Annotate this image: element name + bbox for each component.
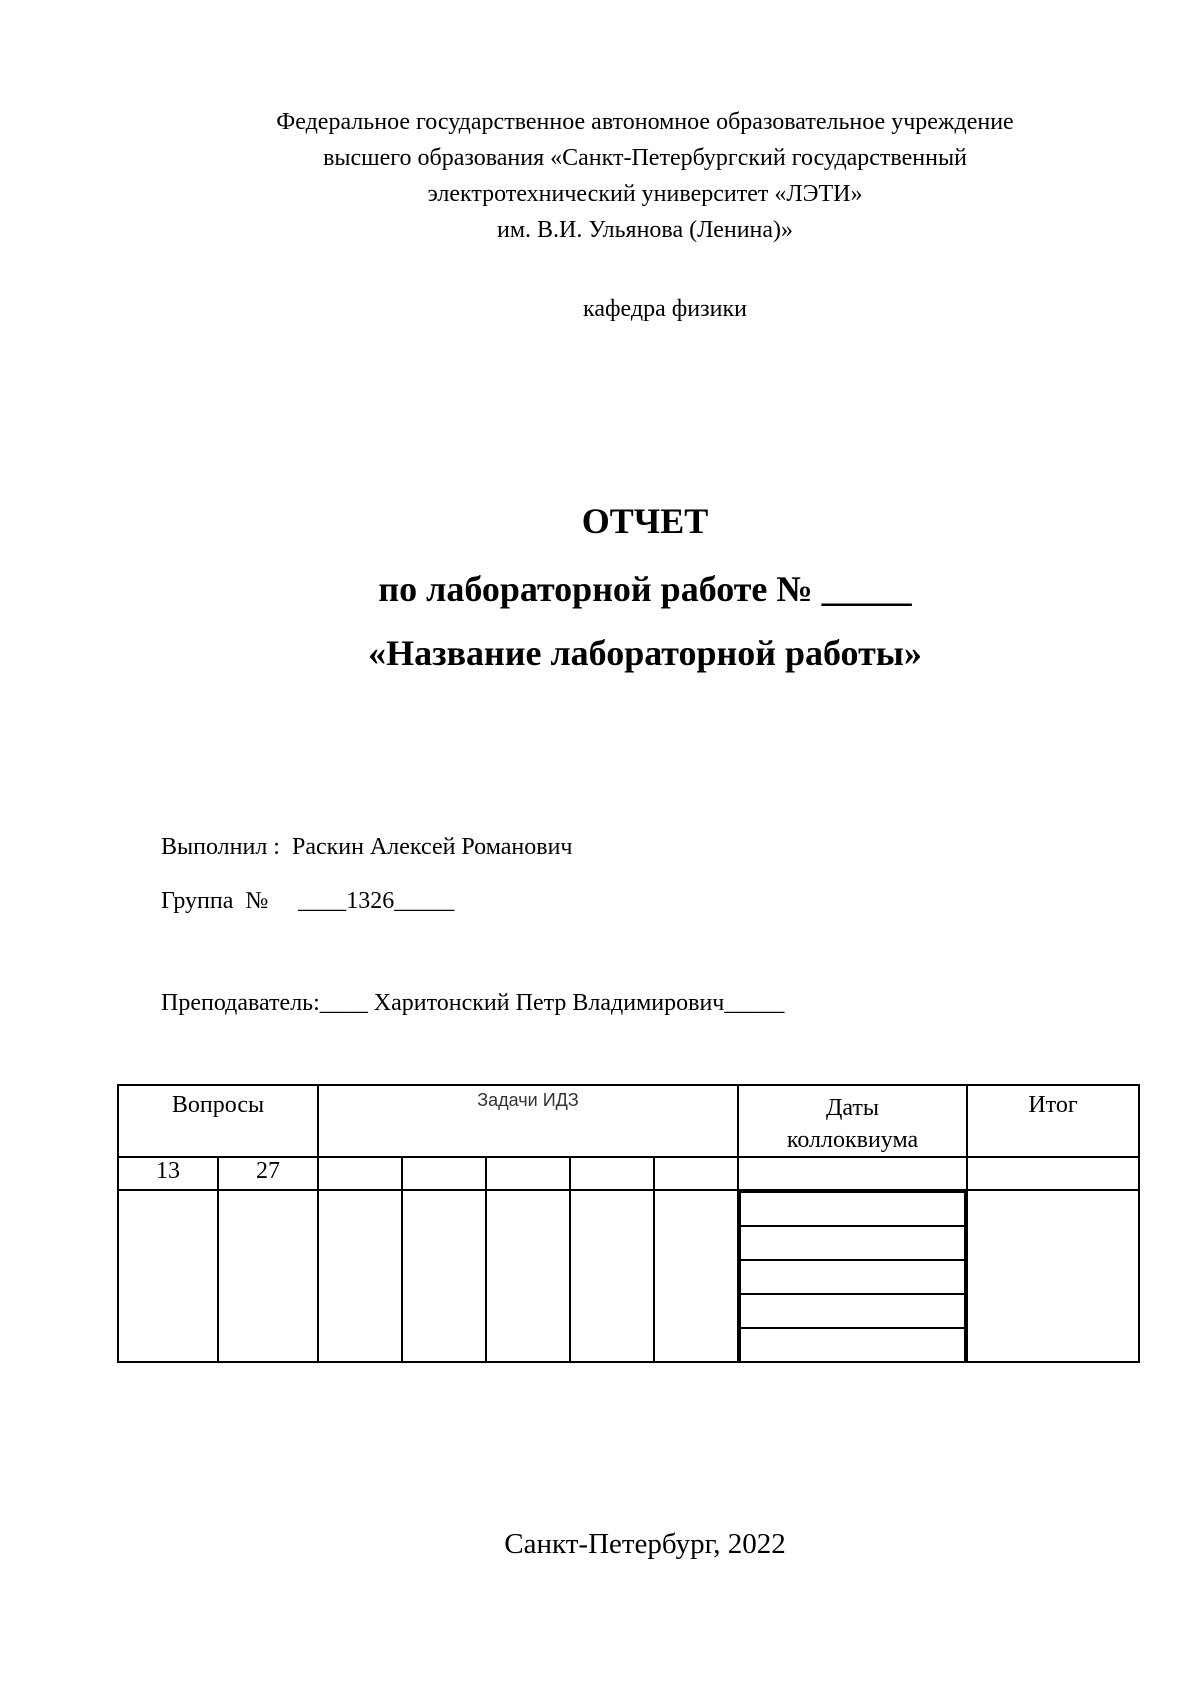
- task-answer-cell: [318, 1190, 402, 1362]
- total-answer-cell: [967, 1190, 1139, 1362]
- tasks-header: Задачи ИДЗ: [318, 1085, 738, 1157]
- task-answer-cell: [654, 1190, 738, 1362]
- group-number: Группа № ____1326_____: [161, 888, 455, 914]
- task-cell: [402, 1157, 486, 1190]
- lab-work-name: «Название лабораторной работы»: [368, 633, 922, 673]
- questions-header: Вопросы: [118, 1085, 318, 1157]
- report-title: ОТЧЕТ: [581, 501, 709, 541]
- date-slot: [740, 1192, 965, 1226]
- report-subtitle: по лабораторной работе № _____: [378, 569, 912, 609]
- dates-header-line-1: Даты: [826, 1095, 880, 1121]
- date-slot: [740, 1260, 965, 1294]
- total-header: Итог: [967, 1085, 1139, 1157]
- task-cell: [570, 1157, 654, 1190]
- department-name: кафедра физики: [583, 296, 747, 322]
- dates-cell: [738, 1157, 967, 1190]
- header-line-4: им. В.И. Ульянова (Ленина)»: [496, 217, 794, 243]
- city-year: Санкт-Петербург, 2022: [504, 1528, 786, 1560]
- dates-list-cell: [738, 1190, 967, 1362]
- date-slot: [740, 1328, 965, 1361]
- dates-header-line-2: коллоквиума: [786, 1127, 919, 1153]
- task-cell: [654, 1157, 738, 1190]
- dates-header: [738, 1085, 967, 1157]
- dates-subtable: [739, 1191, 966, 1361]
- question-answer-cell: [218, 1190, 318, 1362]
- question-number-cell: 13: [118, 1157, 218, 1190]
- grading-table: [117, 1084, 1140, 1363]
- header-line-2: высшего образования «Санкт-Петербургский государственный: [323, 145, 967, 171]
- header-line-1: Федеральное государственное автономное образовательное учреждение: [276, 109, 1014, 135]
- task-answer-cell: [402, 1190, 486, 1362]
- question-number-cell: 27: [218, 1157, 318, 1190]
- date-slot: [740, 1226, 965, 1260]
- task-cell: [318, 1157, 402, 1190]
- total-cell: [967, 1157, 1139, 1190]
- teacher-name: Преподаватель:____ Харитонский Петр Владимирович_____: [161, 990, 785, 1016]
- table-header-row: [118, 1085, 1139, 1157]
- table-numbers-row: [118, 1157, 1139, 1190]
- table-body-row: [118, 1190, 1139, 1362]
- header-line-3: электротехнический университет «ЛЭТИ»: [427, 181, 863, 207]
- task-cell: [486, 1157, 570, 1190]
- task-answer-cell: [486, 1190, 570, 1362]
- performed-by: Выполнил : Раскин Алексей Романович: [161, 834, 573, 860]
- question-answer-cell: [118, 1190, 218, 1362]
- task-answer-cell: [570, 1190, 654, 1362]
- date-slot: [740, 1294, 965, 1328]
